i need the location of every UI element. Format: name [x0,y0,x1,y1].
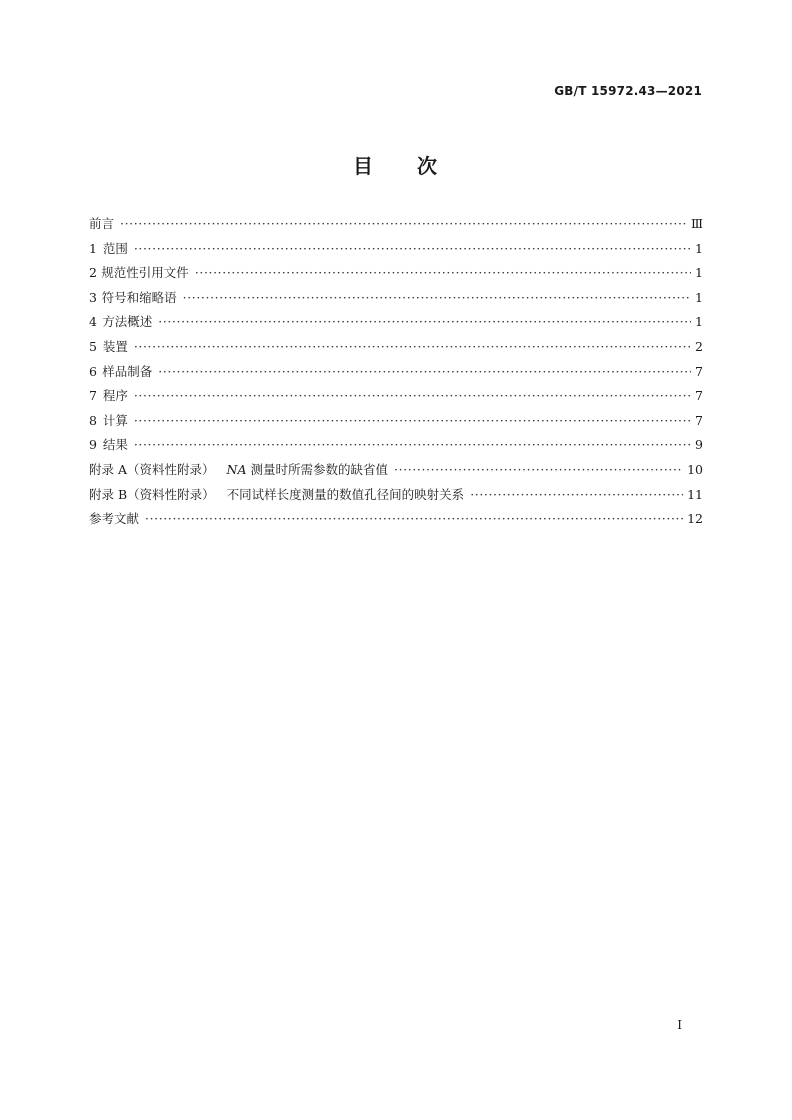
toc-entry-label: 装置 [102,338,128,354]
toc-leader-dots [470,487,683,502]
toc-entry-label: 范围 [102,240,128,256]
toc-entry-annex-a[interactable] [89,460,703,485]
toc-entry-page: 7 [695,388,703,404]
toc-entry-bibliography[interactable] [89,509,703,534]
toc-entry-label: 方法概述 [102,314,153,330]
toc-leader-dots [394,462,683,477]
toc-entry-annex-prefix: 附录 A（资料性附录） [89,461,215,477]
toc-entry-3[interactable] [89,288,703,313]
toc-entry-4[interactable] [89,312,703,337]
toc-leader-dots [158,314,691,329]
toc-entry-label: 程序 [102,388,128,404]
toc-entry-1[interactable] [89,239,703,264]
toc-leader-dots [145,511,683,526]
toc-entry-7[interactable] [89,386,703,411]
toc-entry-label: 不同试样长度测量的数值孔径间的映射关系 [226,486,465,502]
toc-entry-6[interactable] [89,362,703,387]
toc-entry-page: 1 [695,265,703,281]
toc-entry-number: 8 [89,412,97,428]
toc-leader-dots [120,216,687,231]
toc-entry-number: 4 [89,314,97,330]
toc-entry-number: 6 [89,363,97,379]
toc-entry-page: 10 [687,461,703,477]
toc-leader-dots [134,437,691,452]
toc-entry-label: 样品制备 [102,363,153,379]
toc-entry-number: 2 [89,265,97,281]
toc-entry-number: 1 [89,240,97,256]
toc-entry-9[interactable] [89,435,703,460]
toc-list [89,214,703,534]
toc-leader-dots [134,413,691,428]
toc-entry-page: 2 [695,338,703,354]
toc-entry-label: 符号和缩略语 [101,289,177,305]
toc-entry-page: 9 [695,437,703,453]
toc-leader-dots [183,290,691,305]
toc-entry-label: 结果 [102,437,128,453]
toc-entry-page: 1 [695,314,703,330]
page-number: I [677,1018,682,1032]
toc-entry-label: 前言 [89,216,115,231]
toc-title [0,150,792,179]
toc-entry-page: 11 [687,486,703,502]
toc-title-part1: 目 [353,154,375,178]
toc-entry-page: 1 [695,240,703,256]
toc-entry-annex-prefix: 附录 B（资料性附录） [89,486,215,502]
toc-leader-dots [195,265,691,280]
toc-entry-number: 7 [89,388,97,404]
toc-leader-dots [134,339,691,354]
toc-entry-page: Ⅲ [690,216,703,231]
toc-entry-label: 规范性引用文件 [101,265,189,281]
toc-entry-foreword[interactable] [89,214,703,239]
toc-entry-number: 9 [89,437,97,453]
toc-entry-page: 1 [695,289,703,305]
toc-entry-label: 参考文献 [89,511,140,527]
toc-entry-5[interactable] [89,337,703,362]
toc-entry-label: 计算 [102,412,128,428]
toc-entry-2[interactable] [89,263,703,288]
toc-entry-8[interactable] [89,411,703,436]
toc-entry-annex-b[interactable] [89,485,703,510]
toc-leader-dots [134,241,691,256]
toc-leader-dots [158,364,691,379]
toc-entry-italic-term: NA [226,461,247,477]
toc-title-part2: 次 [417,154,439,178]
toc-entry-page: 12 [687,511,703,527]
toc-entry-page: 7 [695,412,703,428]
toc-entry-page: 7 [695,363,703,379]
standard-code: GB/T 15972.43—2021 [554,84,702,98]
toc-entry-number: 5 [89,338,97,354]
toc-entry-number: 3 [89,289,97,305]
toc-leader-dots [134,388,691,403]
toc-entry-label: 测量时所需参数的缺省值 [250,461,388,477]
